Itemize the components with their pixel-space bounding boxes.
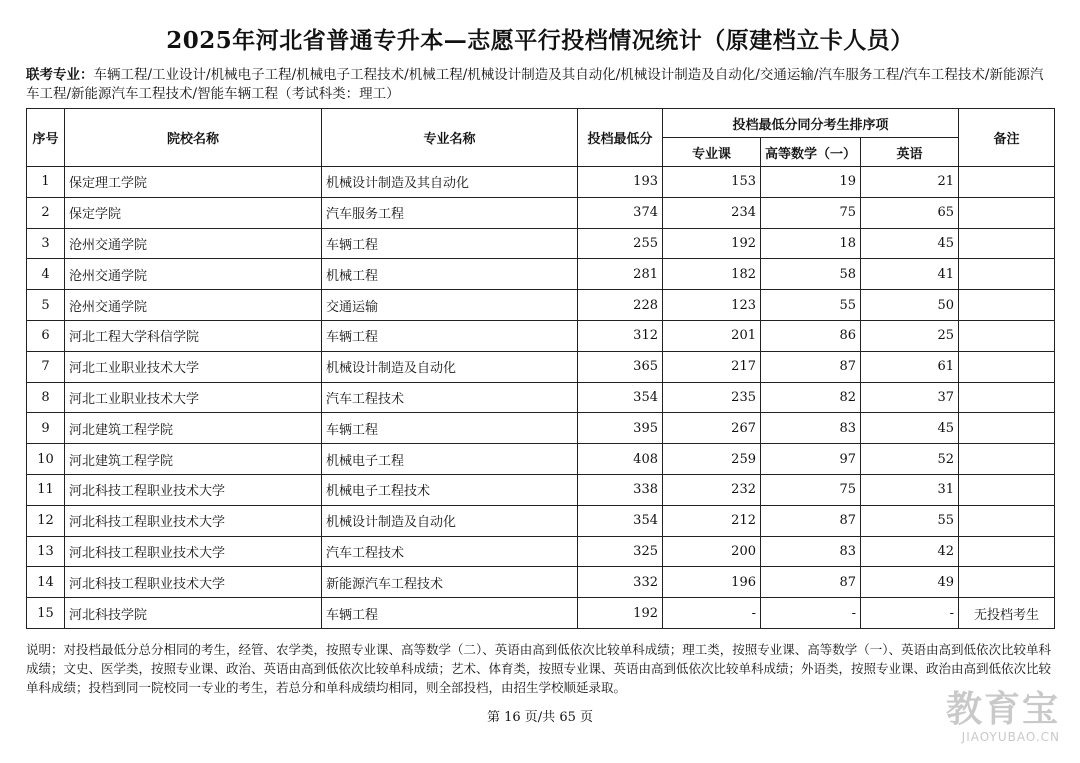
table-row xyxy=(27,598,1055,629)
cell-index: 9 xyxy=(27,413,65,444)
header-major: 专业名称 xyxy=(322,109,578,167)
watermark-logo xyxy=(946,690,1060,744)
cell-major: 机械电子工程技术 xyxy=(322,474,578,505)
cell-english: 45 xyxy=(861,413,959,444)
table-row xyxy=(27,290,1055,321)
cell-major-course: 192 xyxy=(663,228,761,259)
cell-english: 21 xyxy=(861,167,959,198)
cell-min-score: 281 xyxy=(578,259,663,290)
cell-english: 61 xyxy=(861,351,959,382)
cell-remark xyxy=(959,259,1055,290)
header-english: 英语 xyxy=(861,138,959,167)
cell-math: 75 xyxy=(761,197,861,228)
cell-min-score: 408 xyxy=(578,444,663,475)
cell-major: 车辆工程 xyxy=(322,228,578,259)
cell-major-course: - xyxy=(663,598,761,629)
cell-math: 87 xyxy=(761,505,861,536)
cell-major-course: 232 xyxy=(663,474,761,505)
subject-label: 联考专业： xyxy=(26,67,94,83)
cell-remark xyxy=(959,290,1055,321)
cell-math: 82 xyxy=(761,382,861,413)
cell-index: 6 xyxy=(27,320,65,351)
cell-min-score: 354 xyxy=(578,382,663,413)
cell-min-score: 325 xyxy=(578,536,663,567)
cell-major: 机械工程 xyxy=(322,259,578,290)
cell-english: 50 xyxy=(861,290,959,321)
subject-line xyxy=(26,66,1056,104)
cell-remark xyxy=(959,474,1055,505)
cell-english: 45 xyxy=(861,228,959,259)
cell-major: 交通运输 xyxy=(322,290,578,321)
cell-major: 车辆工程 xyxy=(322,598,578,629)
subject-text: 车辆工程/工业设计/机械电子工程/机械电子工程技术/机械工程/机械设计制造及其自动化/机械设计制造及自动化/交通运输/汽车服务工程/汽车工程技术/新能源汽车工程/新能源汽车工程技术/智能车辆工程（考试科类：理工） xyxy=(26,67,1044,102)
cell-major-course: 217 xyxy=(663,351,761,382)
cell-remark xyxy=(959,382,1055,413)
cell-major: 机械设计制造及自动化 xyxy=(322,505,578,536)
cell-math: 86 xyxy=(761,320,861,351)
cell-min-score: 354 xyxy=(578,505,663,536)
cell-school: 河北科技工程职业技术大学 xyxy=(65,536,322,567)
cell-major-course: 259 xyxy=(663,444,761,475)
cell-min-score: 365 xyxy=(578,351,663,382)
cell-school: 沧州交通学院 xyxy=(65,259,322,290)
cell-remark xyxy=(959,167,1055,198)
table-row xyxy=(27,259,1055,290)
cell-english: 52 xyxy=(861,444,959,475)
table-row xyxy=(27,197,1055,228)
cell-math: 75 xyxy=(761,474,861,505)
cell-min-score: 228 xyxy=(578,290,663,321)
cell-major-course: 182 xyxy=(663,259,761,290)
cell-remark xyxy=(959,567,1055,598)
cell-math: 83 xyxy=(761,413,861,444)
admission-table xyxy=(26,108,1055,629)
cell-index: 4 xyxy=(27,259,65,290)
cell-school: 河北科技工程职业技术大学 xyxy=(65,505,322,536)
cell-school: 河北工程大学科信学院 xyxy=(65,320,322,351)
cell-remark xyxy=(959,351,1055,382)
cell-remark xyxy=(959,197,1055,228)
cell-english: 37 xyxy=(861,382,959,413)
cell-remark xyxy=(959,536,1055,567)
cell-index: 14 xyxy=(27,567,65,598)
header-major-course: 专业课 xyxy=(663,138,761,167)
cell-school: 河北科技工程职业技术大学 xyxy=(65,474,322,505)
cell-math: 87 xyxy=(761,351,861,382)
cell-math: 19 xyxy=(761,167,861,198)
cell-school: 保定理工学院 xyxy=(65,167,322,198)
cell-index: 10 xyxy=(27,444,65,475)
explanation-note: 说明：对投档最低分总分相同的考生，经管、农学类，按照专业课、高等数学（二）、英语由高到低依次比较单科成绩；理工类，按照专业课、高等数学（一）、英语由高到低依次比较单科成绩；文史、医学类，按照专业课、政治、英语由高到低依次比较单科成绩；艺术、体育类，按照专业课、英语由高到低依次比较单科成绩；外语类，按照专业课、政治由高到低依次比较单科成绩；投档到同一院校同一专业的考生，若总分和单科成绩均相同，则全部投档，由招生学校顺延录取。 xyxy=(26,642,1052,695)
cell-major: 车辆工程 xyxy=(322,320,578,351)
cell-english: 65 xyxy=(861,197,959,228)
cell-min-score: 338 xyxy=(578,474,663,505)
cell-major: 机械设计制造及其自动化 xyxy=(322,167,578,198)
cell-english: 42 xyxy=(861,536,959,567)
cell-major: 新能源汽车工程技术 xyxy=(322,567,578,598)
header-rank-group: 投档最低分同分考生排序项 xyxy=(663,109,959,138)
table-row xyxy=(27,167,1055,198)
cell-school: 沧州交通学院 xyxy=(65,228,322,259)
cell-min-score: 395 xyxy=(578,413,663,444)
table-row xyxy=(27,320,1055,351)
cell-index: 1 xyxy=(27,167,65,198)
cell-min-score: 255 xyxy=(578,228,663,259)
cell-math: 55 xyxy=(761,290,861,321)
cell-remark xyxy=(959,320,1055,351)
cell-major-course: 153 xyxy=(663,167,761,198)
table-row xyxy=(27,413,1055,444)
cell-major-course: 212 xyxy=(663,505,761,536)
cell-index: 3 xyxy=(27,228,65,259)
cell-min-score: 332 xyxy=(578,567,663,598)
cell-major-course: 235 xyxy=(663,382,761,413)
cell-english: 31 xyxy=(861,474,959,505)
cell-min-score: 192 xyxy=(578,598,663,629)
cell-school: 河北科技工程职业技术大学 xyxy=(65,567,322,598)
cell-remark xyxy=(959,228,1055,259)
cell-math: 58 xyxy=(761,259,861,290)
cell-index: 7 xyxy=(27,351,65,382)
cell-remark xyxy=(959,413,1055,444)
cell-min-score: 312 xyxy=(578,320,663,351)
cell-school: 河北工业职业技术大学 xyxy=(65,351,322,382)
cell-index: 15 xyxy=(27,598,65,629)
header-index: 序号 xyxy=(27,109,65,167)
page-number: 第 16 页/共 65 页 xyxy=(487,710,593,725)
table-row xyxy=(27,228,1055,259)
table-row xyxy=(27,382,1055,413)
cell-index: 13 xyxy=(27,536,65,567)
cell-major-course: 123 xyxy=(663,290,761,321)
header-math: 高等数学（一） xyxy=(761,138,861,167)
cell-index: 12 xyxy=(27,505,65,536)
cell-remark xyxy=(959,444,1055,475)
cell-major-course: 196 xyxy=(663,567,761,598)
cell-major-course: 200 xyxy=(663,536,761,567)
cell-min-score: 193 xyxy=(578,167,663,198)
cell-major-course: 234 xyxy=(663,197,761,228)
cell-major: 车辆工程 xyxy=(322,413,578,444)
cell-major: 汽车服务工程 xyxy=(322,197,578,228)
watermark-main: 教育宝 xyxy=(945,689,1060,730)
cell-major: 汽车工程技术 xyxy=(322,382,578,413)
cell-math: - xyxy=(761,598,861,629)
table-row xyxy=(27,505,1055,536)
cell-math: 87 xyxy=(761,567,861,598)
watermark-sub: JIAOYUBAO.CN xyxy=(961,730,1060,744)
page-title: 2025年河北省普通专升本—志愿平行投档情况统计（原建档立卡人员） xyxy=(166,27,914,54)
table-row xyxy=(27,567,1055,598)
table-row xyxy=(27,444,1055,475)
cell-school: 沧州交通学院 xyxy=(65,290,322,321)
cell-index: 5 xyxy=(27,290,65,321)
cell-major-course: 201 xyxy=(663,320,761,351)
cell-school: 保定学院 xyxy=(65,197,322,228)
cell-math: 97 xyxy=(761,444,861,475)
cell-remark xyxy=(959,505,1055,536)
cell-index: 8 xyxy=(27,382,65,413)
cell-english: - xyxy=(861,598,959,629)
cell-english: 41 xyxy=(861,259,959,290)
cell-major: 机械设计制造及自动化 xyxy=(322,351,578,382)
table-row xyxy=(27,474,1055,505)
cell-school: 河北建筑工程学院 xyxy=(65,444,322,475)
cell-math: 18 xyxy=(761,228,861,259)
table-row xyxy=(27,536,1055,567)
cell-school: 河北科技学院 xyxy=(65,598,322,629)
cell-school: 河北建筑工程学院 xyxy=(65,413,322,444)
cell-min-score: 374 xyxy=(578,197,663,228)
cell-major: 机械电子工程 xyxy=(322,444,578,475)
cell-index: 11 xyxy=(27,474,65,505)
cell-major: 汽车工程技术 xyxy=(322,536,578,567)
header-school: 院校名称 xyxy=(65,109,322,167)
cell-english: 55 xyxy=(861,505,959,536)
table-row xyxy=(27,351,1055,382)
header-min-score: 投档最低分 xyxy=(578,109,663,167)
cell-major-course: 267 xyxy=(663,413,761,444)
cell-index: 2 xyxy=(27,197,65,228)
cell-english: 25 xyxy=(861,320,959,351)
cell-math: 83 xyxy=(761,536,861,567)
header-remark: 备注 xyxy=(959,109,1055,167)
cell-school: 河北工业职业技术大学 xyxy=(65,382,322,413)
cell-remark: 无投档考生 xyxy=(959,598,1055,629)
cell-english: 49 xyxy=(861,567,959,598)
